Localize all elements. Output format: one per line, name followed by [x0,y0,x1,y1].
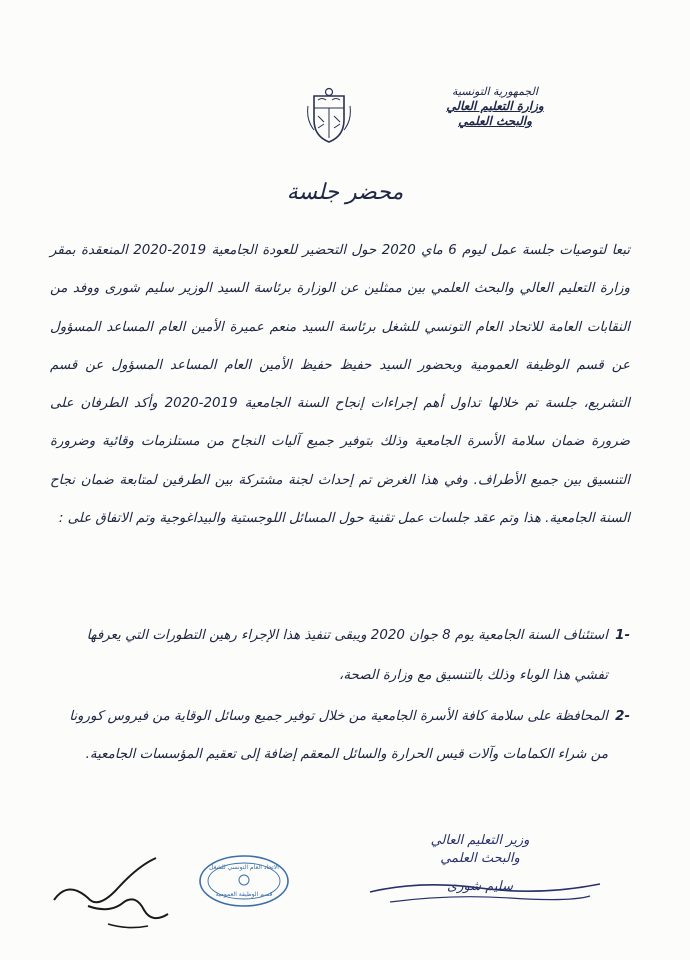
agreement-list [56,616,630,776]
list-item [56,698,630,774]
document-title: محضر جلسة [286,180,404,205]
tunisia-emblem-icon [304,86,354,144]
union-stamp [198,854,290,908]
document-body [50,232,630,538]
signature-title-line1: وزير التعليم العالي [430,833,530,848]
header-line-ministry: وزارة التعليم العالي [446,99,544,113]
stamp-text-top: الاتحاد العام التونسي للشغل [209,864,279,871]
list-item-text: استئناف السنة الجامعية يوم 8 جوان 2020 ويبقى تنفيذ هذا الإجراء رهين التطورات التي يعرفها تفشي هذا الوباء وذلك بالتنسيق مع وزارة الصحة، [86,628,608,683]
ministry-header [410,84,580,129]
list-item-number: -1 [615,628,630,643]
union-handwritten-signature [48,840,178,940]
signature-name: سليم شورى [447,879,513,894]
list-item [56,616,630,696]
minister-handwritten-signature [360,862,610,932]
header-line-research: والبحث العلمي [458,114,532,128]
signature-title-line2: والبحث العلمي [440,851,520,866]
body-paragraph: تبعا لتوصيات جلسة عمل ليوم 6 ماي 2020 حول التحضير للعودة الجامعية 2019-2020 المنعقدة بمقر وزارة التعليم العالي والبحث العلمي بين ممثلين عن الوزارة برئاسة السيد الوزير سليم شورى ووفد من النقابات العامة للاتحاد العام التونسي للشغل برئاسة السيد منعم عميرة الأمين العام المساعد المسؤول عن قسم الوظيفة العمومية وبحضور السيد حفيظ حفيظ الأمين العام المساعد المسؤول عن قسم التشريع، جلسة تم خلالها تداول أهم إجراءات إنجاح السنة الجامعية 2019-2020 وأكد الطرفان على ضرورة ضمان سلامة الأسرة الجامعية وذلك بتوفير جميع آليات النجاح من مستلزمات وقائية وضرورة التنسيق بين جميع الأطراف. وفي هذا الغرض تم إحداث لجنة مشتركة بين الطرفين لمتابعة ضمان نجاح السنة الجامعية. هذا وتم عقد جلسات عمل تقنية حول المسائل اللوجستية والبيداغوجية وتم الاتفاق على : [50,243,631,527]
list-item-text: المحافظة على سلامة كافة الأسرة الجامعية من خلال توفير جميع وسائل الوقاية من فيروس كورونا من شراء الكمامات وآلات قيس الحرارة والسائل المعقم إضافة إلى تعقيم المؤسسات الجامعية. [69,709,608,762]
header-line-republic: الجمهورية التونسية [452,85,538,98]
list-item-number: -2 [615,709,630,724]
stamp-text-bottom: قسم الوظيفة العمومية [215,891,273,898]
